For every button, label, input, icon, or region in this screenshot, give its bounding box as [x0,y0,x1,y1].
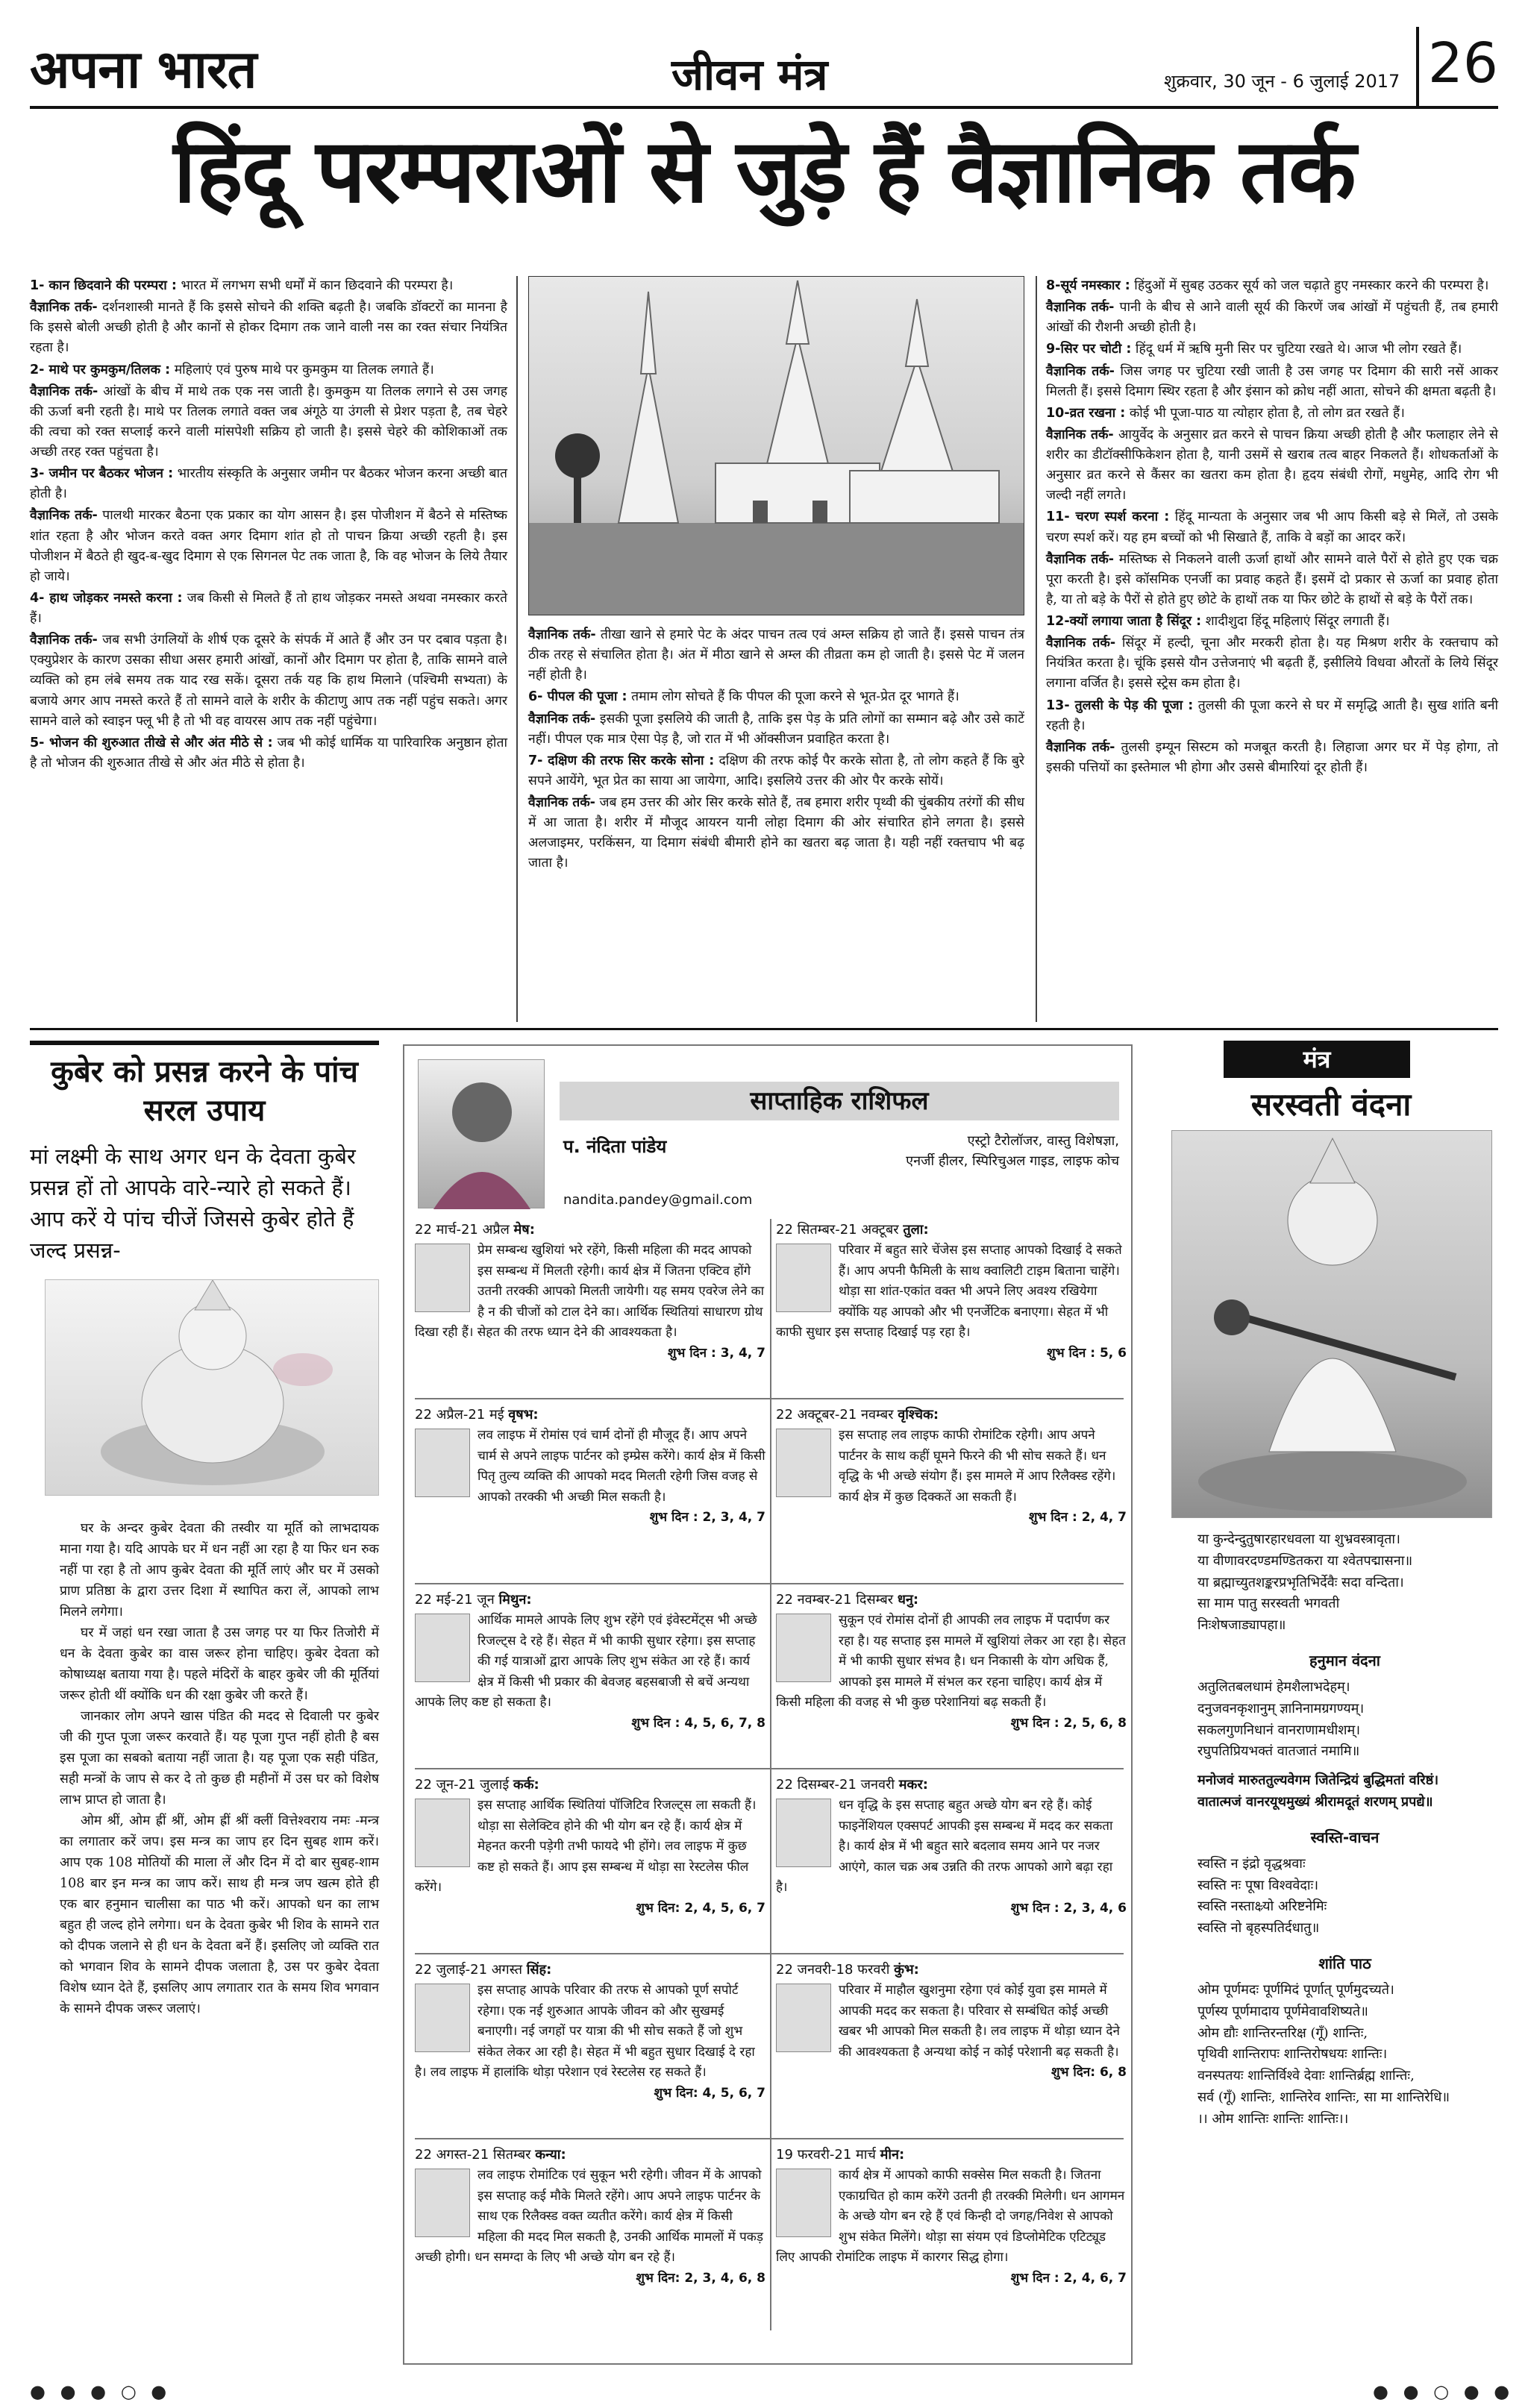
paragraph-text: जब सभी उंगलियों के शीर्ष एक दूसरे के संपर्क में आते हैं और उन पर दबाव पड़ता है। एक्युप्रेशर के कारण उसका सीधा असर हमारी आंखों, कानों और दिमाग पर होता है, ताकि सामने वाले व्यक्ति को हम लंबे समय तक याद रख सकें। दूसरा तर्क यह कि हाथ मिलाने (पश्चिमी सभ्यता) के बजाये अगर आप नमस्ते करते हैं तो सामने वाले के शरीर के कीटाणु आप तक नहीं पहुंच सकते। अगर सामने वाले को स्वाइन फ्लू भी है तो भी वह वायरस आप तक नहीं पहुंचेगा। [30,633,507,729]
verse-title: स्वस्ति-वाचन [1310,1828,1380,1846]
horoscope-sign [415,1959,765,2104]
zodiac-icon [776,2169,831,2237]
paragraph-text: जब किसी से मिलते हैं तो हाथ जोड़कर नमस्ते अथवा नमस्कार करते हैं। [30,590,507,626]
zodiac-icon [415,1429,470,1497]
verse-line: स्वस्ति न इंद्रो वृद्धश्रवाः [1197,1855,1306,1872]
horoscope-sign [776,1589,1127,1734]
article-paragraph [30,506,507,587]
paragraph-heading: 5- भोजन की शुरुआत तीखे से और अंत मीठे से : [30,735,273,750]
horoscope-sign [776,1219,1127,1364]
sign-divider [415,1583,1124,1584]
paragraph-heading: वैज्ञानिक तर्क- [1046,739,1115,755]
paragraph-text: कोई भी पूजा-पाठ या त्योहार होता है, तो लोग व्रत रखते हैं। [1129,405,1405,421]
paragraph-text: जिस जगह पर चुटिया रखी जाती है उस जगह पर दिमाग की सारी नसें आकर मिलती हैं। इससे दिमाग स्थिर रहता है और इंसान को क्रोध नहीं आता, सोचने की क्षमता बढ़ती है। [1046,363,1498,399]
footer-dots-right: ● ● ○ ● ● [1373,2381,1515,2402]
horoscope-sign [776,2144,1127,2289]
kuber-article [30,1041,379,2361]
article-paragraph [30,276,507,296]
sign-date-range: 22 मई-21 जून [415,1592,495,1608]
article-paragraph [1046,507,1498,548]
article-paragraph [1046,362,1498,402]
horoscope-sign [415,1589,765,1734]
sign-name: कन्या: [535,2147,566,2163]
mantra-title: सरस्वती वंदना [1250,1086,1412,1123]
sign-date-range: 22 जुलाई-21 अगस्त [415,1962,522,1978]
paragraph-heading: 6- पीपल की पूजा : [528,689,627,705]
author-role [851,1131,1119,1171]
sign-header [415,1774,765,1796]
verse-line [1197,1763,1492,1770]
sign-lucky-days: शुभ दिन : 4, 5, 6, 7, 8 [631,1715,765,1731]
article-paragraph [1046,696,1498,736]
paragraph-text: तुलसी की पूजा करने से घर में समृद्धि आती है। सुख शांति बनी रहती है। [1046,697,1498,733]
article-paragraph [30,589,507,629]
verse-line: मनोजवं मारुततुल्यवेगम जितेन्द्रियं बुद्धिमतां वरिष्ठं। [1197,1772,1439,1789]
sign-lucky-days: शुभ दिन: 6, 8 [1050,2065,1127,2081]
sign-date-range: 22 अक्टूबर-21 नवम्बर [776,1407,894,1423]
sign-lucky-days: शुभ दिन: 4, 5, 6, 7 [654,2085,765,2101]
verse-line: वनस्पतयः शान्तिर्विश्वे देवाः शान्तिर्ब्रह्म शान्तिः, [1197,2068,1415,2084]
article-paragraph [528,793,1024,874]
sign-header [776,1774,1127,1796]
sign-header [415,1589,765,1611]
paragraph-heading: वैज्ञानिक तर्क- [30,633,98,648]
paragraph-heading: 10-व्रत रखना : [1046,405,1126,421]
article-paragraph [30,360,507,380]
paragraph-text: इसकी पूजा इसलिये की जाती है, ताकि इस पेड़ के प्रति लोगों का सम्मान बढ़े और उसे काटें नहीं। पीपल एक मात्र ऐसा पेड़ है, जो रात में भी ऑक्सीजन प्रवाहित करता है। [528,711,1024,747]
sign-header [776,1589,1127,1611]
page-number: 26 [1416,27,1498,109]
paragraph-heading: 1- कान छिदवाने की परम्परा : [30,278,177,293]
paragraph-heading: 3- जमीन पर बैठकर भोजन : [30,466,174,482]
article-paragraph [1046,633,1498,694]
article-paragraph [30,298,507,358]
sign-name: कुंभ: [894,1962,919,1978]
sign-divider [415,2138,1124,2139]
sign-prediction: कार्य क्षेत्र में आपको काफी सक्सेस मिल सकती है। जितना एकाग्रचित हो काम करेंगे उतनी ही तरक्की मिलेगी। धन आगमन के अच्छे योग बन रहे हैं एवं किन्ही दो जगह/निवेश से आपको शुभ संकेत मिलेंगे। थोड़ा सा संयम एवं डिप्लोमेटिक एटिट्यूड लिए आपकी रोमांटिक लाइफ में कारगर सिद्ध होगा। [776,2168,1125,2266]
zodiac-icon [776,1614,831,1682]
sign-header [415,1404,765,1426]
sign-prediction: इस सप्ताह लव लाइफ काफी रोमांटिक रहेगी। आप अपने पार्टनर के साथ कहीं घूमने फिरने की भी सोच सकते हैं। धन वृद्धि के भी अच्छे संयोग हैं। इस मामले में आप रिलैक्स्ड रहेंगे। कार्य क्षेत्र में कुछ दिक्कतें आ सकती हैं। [839,1428,1116,1505]
paragraph-heading: वैज्ञानिक तर्क- [1046,636,1116,651]
author-photo [418,1059,545,1208]
horoscope-sign [415,2144,765,2289]
article-paragraph [1046,276,1498,296]
article-paragraph [1046,404,1498,424]
article-paragraph [30,382,507,463]
paragraph-heading: 4- हाथ जोड़कर नमस्ते करना : [30,590,183,606]
zodiac-icon [415,1799,470,1867]
sign-date-range: 19 फरवरी-21 मार्च [776,2147,876,2163]
paragraph-text: शादीशुदा हिंदू महिलाएं सिंदूर लगाती हैं। [1205,614,1390,629]
verse-line: पूर्णस्य पूर्णमादाय पूर्णमेवावशिष्यते॥ [1197,2003,1368,2019]
sign-header [415,1959,765,1981]
issue-date: शुक्रवार, 30 जून - 6 जुलाई 2017 [1164,71,1400,92]
paragraph-heading: वैज्ञानिक तर्क- [30,508,98,524]
verse-line: दनुजवनकृशानुम् ज्ञानिनामग्रगण्यम्। [1197,1700,1365,1716]
verse-line: स्वस्ति नो बृहस्पतिर्दधातु॥ [1197,1920,1320,1937]
horoscope-banner: साप्ताहिक राशिफल [560,1082,1119,1120]
verse-line: ।। ओम शान्तिः शान्तिः शान्तिः।। [1197,2110,1349,2127]
paragraph-text: हिंदू धर्म में ऋषि मुनी सिर पर चुटिया रखते थे। आज भी लोग रखते हैं। [1135,342,1462,357]
article-paragraph [1046,550,1498,610]
sign-lucky-days: शुभ दिन : 5, 6 [1047,1345,1127,1361]
paragraph-text: तमाम लोग सोचते हैं कि पीपल की पूजा करने से भूत-प्रेत दूर भागते हैं। [631,689,959,705]
sign-column-divider [770,1219,771,2330]
author-silhouette [419,1060,545,1209]
main-headline: हिंदू परम्पराओं से जुड़े हैं वैज्ञानिक तर्क [173,119,1355,222]
sign-lucky-days: शुभ दिन: 2, 3, 4, 6, 8 [636,2270,765,2286]
sign-header [776,1404,1127,1426]
verse-line: स्वस्ति नः पूषा विश्ववेदाः। [1197,1877,1319,1893]
kuber-paragraph: जानकार लोग अपने खास पंडित की मदद से दिवाली पर कुबेर जी की गुप्त पूजा जरूर करवाते हैं। यह पूजा गुप्त नहीं होती है बस इस पूजा का सबको बताया नहीं जाता है। यह पूजा एक सही पंडित, सही मन्त्रों के जाप से कर दे तो कुछ ही महीनों में उस घर को विशेष लाभ प्राप्त हो जाता है। [60,1709,379,1808]
sign-prediction: सुकून एवं रोमांस दोनों ही आपकी लव लाइफ में पदार्पण कर रहा है। यह सप्ताह इस मामले में खुशियां लेकर आ रहा है। सेहत में भी काफी सुधार संभव है। धन निकासी के योग अधिक हैं, आपको इस मामले में संभल कर रहना चाहिए। कार्य क्षेत्र में किसी महिला की वजह से भी कुछ परेशानियां बढ़ सकती हैं। [776,1613,1126,1711]
paragraph-heading: वैज्ञानिक तर्क- [528,711,596,727]
verse-block [1197,1649,1492,1813]
paragraph-heading: वैज्ञानिक तर्क- [528,627,596,642]
masthead [30,27,1498,109]
paragraph-heading: वैज्ञानिक तर्क- [1046,363,1115,379]
sign-header [776,1959,1127,1981]
paragraph-text: महिलाएं एवं पुरुष माथे पर कुमकुम या तिलक लगाते हैं। [174,362,434,377]
verse-line: निःशेषजाड्यापहा॥ [1197,1617,1286,1634]
sign-date-range: 22 नवम्बर-21 दिसम्बर [776,1592,894,1608]
kuber-intro: मां लक्ष्मी के साथ अगर धन के देवता कुबेर प्रसन्न हों तो आपके वारे-न्यारे हो सकते हैं। आप करें ये पांच चीजें जिससे कुबेर होते हैं जल्द प्रसन्न- [30,1144,356,1264]
saraswati-illustration [1172,1131,1493,1519]
sign-prediction: लव लाइफ में रोमांस एवं चार्म दोनों ही मौजूद हैं। आप अपने चार्म से अपने लाइफ पार्टनर को इम्प्रेस करेंगे। कार्य क्षेत्र में किसी पितृ तुल्य व्यक्ति की आपको मदद मिलती रहेगी जिस वजह से आपको तरक्की भी अच्छी मिल सकती है। [478,1428,765,1505]
paragraph-text: हिंदुओं में सुबह उठकर सूर्य को जल चढ़ाते हुए नमस्कार करने की परम्परा है। [1134,278,1489,293]
paragraph-text: भारतीय संस्कृति के अनुसार जमीन पर बैठकर भोजन करना अच्छी बात होती है। [30,466,507,502]
zodiac-icon [776,1244,831,1312]
paragraph-heading: वैज्ञानिक तर्क- [30,300,98,316]
kuber-idol-illustration [46,1280,380,1496]
sign-date-range: 22 अगस्त-21 सितम्बर [415,2147,531,2163]
article-paragraph [528,709,1024,750]
paragraph-text: भारत में लगभग सभी धर्मों में कान छिदवाने की परम्परा है। [181,278,454,293]
sign-prediction: लव लाइफ रोमांटिक एवं सुकून भरी रहेगी। जीवन में के आपको इस सप्ताह कई मौके मिलते रहेंगे। आप अपने लाइफ पार्टनर के साथ एक रिलैक्स्ड वक्त व्यतीत करेंगे। कार्य क्षेत्र में किसी महिला की मदद मिल सकती है, उनकी आर्थिक मामलों में पकड़ अच्छी होगी। धन समग्दा के लिए भी अच्छे योग बन रहे हैं। [415,2168,763,2266]
sign-lucky-days: शुभ दिन : 2, 4, 6, 7 [1010,2270,1127,2286]
sign-lucky-days: शुभ दिन : 2, 3, 4, 7 [649,1510,765,1526]
paragraph-heading: 12-क्यों लगाया जाता है सिंदूर : [1046,614,1202,629]
kuber-idol-photo [45,1279,379,1496]
article-column-2 [528,625,1024,876]
sign-header [415,1219,765,1241]
author-role-line: एस्ट्रो टैरोलॉजर, वास्तु विशेषज्ञा, [967,1133,1119,1149]
sign-name: तुला: [903,1222,929,1238]
kuber-title: कुबेर को प्रसन्न करने के पांच सरल उपाय [30,1041,379,1130]
paragraph-text: मस्तिष्क से निकलने वाली ऊर्जा हाथों और सामने वाले पैरों से होते हुए एक चक्र पूरा करती है। इसे कॉसमिक एनर्जी का प्रवाह कहते हैं। इसमें दो प्रकार से ऊर्जा का प्रवाह होता है, या तो बड़े के पैरों से होते हुए छोटे के हाथों तक या फिर छोटे के हाथों से बड़े के पैरों तक। [1046,551,1498,607]
paragraph-heading: 9-सिर पर चोटी : [1046,342,1132,357]
verse-line: ओम द्यौः शान्तिरन्तरिक्ष (गूँ) शान्तिः, [1197,2025,1368,2041]
kuber-body [30,1518,379,2019]
horoscope-sign [776,1959,1127,2084]
article-column-3 [1046,276,1498,780]
sign-name: मीन: [880,2147,905,2163]
verse-line: या कुन्देन्दुतुषारहारधवला या शुभ्रवस्त्रावृता। [1197,1531,1400,1547]
article-paragraph [1046,738,1498,778]
verse-line: ओम पूर्णमदः पूर्णमिदं पूर्णात् पूर्णमुदच्यते। [1197,1981,1394,1998]
article-paragraph [528,625,1024,686]
paragraph-heading: 8-सूर्य नमस्कार : [1046,278,1130,293]
paragraph-text: पालथी मारकर बैठना एक प्रकार का योग आसन है। इस पोजीशन में बैठने से मस्तिष्क शांत रहता है और भोजन करते वक्त अगर दिमाग शांत हो तो पाचन क्रिया अच्छी रहती है। इस पोजीशन में बैठते ही खुद-ब-खुद दिमाग से एक सिगनल पेट तक जाता है, कि वह भोजन के लिये तैयार हो जाये। [30,508,507,584]
zodiac-icon [415,1614,470,1682]
sign-prediction: परिवार में बहुत सारे चेंजेस इस सप्ताह आपको दिखाई दे सकते हैं। आप अपनी फैमिली के साथ क्वालिटी टाइम बिताना चाहेंगे। थोड़ा सा शांत-एकांत वक्त भी अपने लिए अवश्य रखियेगा क्योंकि यह आपको और भी एनर्जेटिक बनाएगा। सेहत में भी काफी सुधार इस सप्ताह दिखाई पड़ रहा है। [776,1243,1122,1341]
verse-line: सा माम पातु सरस्वती भगवती [1197,1596,1340,1612]
sign-name: कर्क: [513,1777,539,1793]
sign-name: धनु: [897,1592,919,1608]
mantra-section [1164,1041,1498,2361]
sign-prediction: आर्थिक मामले आपके लिए शुभ रहेंगे एवं इंवेस्टमेंट्स भी अच्छे रिजल्ट्स दे रहे हैं। सेहत में भी काफी सुधार रहेगा। इस सप्ताह की गई यात्राओं द्वारा आपके लिए शुभ संकेत आ रहे हैं। कार्य क्षेत्र में किसी भी प्रकार की बेवजह बहसबाजी से बचें अन्यथा आपके लिए कष्ट हो सकता है। [415,1613,757,1711]
paragraph-heading: 7- दक्षिण की तरफ सिर करके सोना : [528,753,715,768]
verse-title: शांति पाठ [1318,1954,1371,1972]
author-email[interactable]: nandita.pandey@gmail.com [563,1192,753,1208]
horoscope-sign [415,1219,765,1364]
temple-photo [528,276,1024,615]
article-column-1 [30,276,507,775]
mantra-verses [1197,1529,1492,2142]
sign-lucky-days: शुभ दिन : 2, 4, 7 [1028,1510,1127,1526]
column-divider [516,276,518,1022]
paragraph-text: दक्षिण की तरफ कोई पैर करके सोता है, तो लोग कहते हैं कि बुरे सपने आयेंगे, भूत प्रेत का साया आ जायेगा, आदि। इसलिये उत्तर की ओर पैर करके सोयें। [528,753,1024,788]
sign-name: वृषभ: [508,1407,539,1423]
sign-prediction: इस सप्ताह आर्थिक स्थितियां पॉजिटिव रिजल्ट्स ला सकती हैं। थोड़ा सा सेलेक्टिव होने की भी योग बन रहे हैं। कार्य क्षेत्र में मेहनत करनी पड़ेगी तभी फायदे भी होंगे। लव लाइफ में कुछ कष्ट हो सकते हैं। आप इस सम्बन्ध में थोड़ा सा रेस्टलेस फील करेंगे। [415,1798,757,1896]
kuber-paragraph: घर में जहां धन रखा जाता है उस जगह पर या फिर तिजोरी में धन के देवता कुबेर का वास जरूर होना चाहिए। कुबेर देवता को कोषाध्यक्ष बताया गया है। पहले मंदिरों के बाहर कुबेर जी की मूर्तियां जरूर होती थीं क्योंकि धन की रक्षा कुबेर जी करते हैं। [60,1625,379,1704]
sign-date-range: 22 सितम्बर-21 अक्टूबर [776,1222,899,1238]
sign-header [776,2144,1127,2166]
paragraph-text: हिंदू मान्यता के अनुसार जब भी आप किसी बड़े से मिलें, तो उसके चरण स्पर्श करें। यह हम बच्चों को भी सिखाते हैं, ताकि वे बड़ों का आदर करें। [1046,509,1498,545]
verse-line: सकलगुणनिधानं वानराणामधीशम्। [1197,1722,1361,1738]
sign-prediction: परिवार में माहौल खुशनुमा रहेगा एवं कोई युवा इस मामले में आपकी मदद कर सकता है। परिवार से सम्बंधित कोई अच्छी खबर भी आपको मिल सकती है। लव लाइफ में थोड़ा ध्यान देने की आवश्यकता है अन्यथा कोई न कोई परेशानी बढ़ सकती है। [839,1983,1120,2060]
verse-line: रघुपतिप्रियभक्तं वातजातं नमामि॥ [1197,1743,1360,1760]
sign-date-range: 22 जून-21 जुलाई [415,1777,510,1793]
mantra-tag: मंत्र [1224,1041,1410,1078]
sign-lucky-days: शुभ दिन : 2, 5, 6, 8 [1010,1715,1127,1731]
verse-block [1197,1951,1492,2130]
verse-line: सर्व (गूँ) शान्तिः, शान्तिरेव शान्तिः, सा मा शान्तिरेधि॥ [1197,2089,1450,2105]
verse-line: पृथिवी शान्तिरापः शान्तिरोषधयः शान्तिः। [1197,2046,1388,2063]
article-paragraph [30,630,507,732]
sign-divider [415,1398,1124,1399]
verse-line: वातात्मजं वानरयूथमुख्यं श्रीरामदूतं शरणम् प्रपद्ये॥ [1197,1793,1433,1810]
verse-line: अतुलितबलधामं हेमशैलाभदेहम्। [1197,1678,1350,1695]
paragraph-heading: वैज्ञानिक तर्क- [1046,551,1115,567]
paragraph-heading: वैज्ञानिक तर्क- [1046,300,1115,316]
kuber-paragraph: ओम श्रीं, ओम ह्रीं श्रीं, ओम ह्रीं श्रीं क्लीं वित्तेश्वराय नमः -मन्त्र का लगातार करें जप। इस मन्त्र का जाप हर दिन सुबह शाम करें। आप एक 108 मोतियों की माला लें और दिन में दो बार सुबह-शाम 108 बार इन मन्त्र का जाप करें। साथ ही मन्त्र जप खत्म होते ही एक बार हनुमान चालीसा का पाठ भी करें। आपको धन का लाभ बहुत ही जल्द होने लगेगा। धन के देवता कुबेर भी शिव के सामने रात को दीपक जलाने से ही धन के देवता बनें हैं। इसलिए जो व्यक्ति रात को भगवान शिव के सामने दीपक जलाता है, उस पर कुबेर देवता विशेष ध्यान देते हैं, इसलिए आप लगातार रात के समय शिव भगवान के सामने दीपक जरूर जलाएं। [60,1813,379,2017]
paragraph-heading: 13- तुलसी के पेड़ की पूजा : [1046,697,1194,713]
paragraph-text: जब भी कोई धार्मिक या पारिवारिक अनुष्ठान होता है तो भोजन की शुरुआत तीखे से और अंत मीठे से होता है। [30,735,507,771]
sign-name: मिथुन: [498,1592,532,1608]
sign-divider [415,1768,1124,1769]
zodiac-icon [776,1429,831,1497]
article-paragraph [1046,339,1498,360]
paragraph-heading: 11- चरण स्पर्श करना : [1046,509,1170,525]
paragraph-text: तुलसी इम्यून सिस्टम को मजबूत करती है। लिहाजा अगर घर में पेड़ होगा, तो इसकी पत्तियों का इस्तेमाल भी होगा और उससे बीमारियां दूर होती हैं। [1046,739,1498,775]
section-title: जीवन मंत्र [671,49,828,100]
sign-date-range: 22 दिसम्बर-21 जनवरी [776,1777,895,1793]
horoscope-sign [415,1404,765,1528]
sign-name: सिंह: [526,1962,552,1978]
kuber-paragraph: घर के अन्दर कुबेर देवता की तस्वीर या मूर्ति को लाभदायक माना गया है। यदि आपके घर में धन नहीं आ रहा है या फिर धन रुक नहीं पा रहा है तो आप कुबेर देवता की मूर्ति लाएं और घर में उसको प्राण प्रतिष्ठा के द्वारा उत्तर दिशा में स्थापित करा लें, आपको लाभ मिलने लगेगा। [60,1521,379,1620]
zodiac-icon [415,1244,470,1312]
paragraph-heading: वैज्ञानिक तर्क- [1046,427,1114,442]
article-paragraph [528,751,1024,791]
verse-line: स्वस्ति नस्ताक्ष्र्यो अरिष्टनेमिः [1197,1899,1327,1915]
paragraph-text: जब हम उत्तर की ओर सिर करके सोते हैं, तब हमारा शरीर पृथ्वी की चुंबकीय तरंगों की सीध में आ जाता है। शरीर में मौजूद आयरन यानी लोहा दिमाग की ओर संचारित होने लगता है। इससे अलजाइमर, परकिंसन, या दिमाग संबंधी बीमारी होने का खतरा बढ़ जाता है। यही नहीं रक्तचाप भी बढ़ जाता है। [528,795,1025,871]
horoscope-sign [415,1774,765,1919]
zodiac-icon [776,1984,831,2052]
sign-prediction: प्रेम सम्बन्ध खुशियां भरे रहेंगे, किसी महिला की मदद आपको इस सम्बन्ध में मिलती रहेगी। कार्य क्षेत्र में जितना एक्टिव होंगे उतनी तरक्की आपको मिलती जायेगी। यह समय एवरेज लेने का है न की चीजों को टाल देने का। आर्थिक स्थितियां साधारण ग्रोथ दिखा रही हैं। सेहत की तरफ ध्यान देने की आवश्यकता है। [415,1243,765,1341]
horoscope-sign [776,1774,1127,1919]
verse-block [1197,1529,1492,1637]
sign-date-range: 22 जनवरी-18 फरवरी [776,1962,890,1978]
sign-prediction: इस सप्ताह आपके परिवार की तरफ से आपको पूर्ण सपोर्ट रहेगा। एक नई शुरुआत आपके जीवन को और सुखमई बनाएगी। नई जगहों पर यात्रा की भी सोच सकते हैं जो शुभ संकेत लेकर आ रही है। सेहत में भी बहुत सुधार दिखाई दे रहा है। लव लाइफ में हालांकि थोड़ा परेशान एवं रेस्टलेस रह सकते हैं। [415,1983,755,2081]
article-paragraph [1046,425,1498,507]
sign-lucky-days: शुभ दिन : 3, 4, 7 [667,1345,765,1361]
weekly-horoscope [403,1044,1133,2365]
sign-name: मकर: [898,1777,928,1793]
article-paragraph [30,733,507,774]
author-name: प. नंदिता पांडेय [563,1136,667,1157]
sign-lucky-days: शुभ दिन : 2, 3, 4, 6 [1010,1900,1127,1916]
verse-line: या ब्रह्माच्युतशङ्करप्रभृतिभिर्देवैः सदा वन्दिता। [1197,1574,1404,1590]
sign-date-range: 22 मार्च-21 अप्रैल [415,1222,510,1238]
zodiac-icon [415,1984,470,2052]
verse-block [1197,1825,1492,1940]
verse-line: या वीणावरदण्डमण्डितकरा या श्वेतपद्मासना॥ [1197,1552,1413,1569]
sign-name: वृश्चिक: [898,1407,939,1423]
paragraph-text: सिंदूर में हल्दी, चूना और मरकरी होता है। यह मिश्रण शरीर के रक्तचाप को नियंत्रित करता है। चूंकि इससे यौन उत्तेजनाएं भी बढ़ती हैं, इसीलिये विधवा औरतों के लिये सिंदूर लगाना वर्जित है। इससे स्ट्रेस कम होता है। [1046,636,1498,692]
zodiac-icon [776,1799,831,1867]
sign-lucky-days: शुभ दिन: 2, 4, 5, 6, 7 [636,1900,765,1916]
pagoda-illustration [529,277,1024,615]
sign-date-range: 22 अप्रैल-21 मई [415,1407,504,1423]
section-divider [30,1028,1498,1030]
article-paragraph [30,464,507,504]
paragraph-text: तीखा खाने से हमारे पेट के अंदर पाचन तत्व एवं अम्ल सक्रिय हो जाते हैं। इससे पाचन तंत्र ठीक तरह से संचालित होता है। अंत में मीठा खाने से अम्ल की तीव्रता कम हो जाती है। इससे पेट में जलन नहीं होती है। [528,627,1024,683]
article-paragraph [1046,612,1498,632]
saraswati-image [1171,1130,1492,1518]
zodiac-icon [415,2169,470,2237]
paragraph-text: पानी के बीच से आने वाली सूर्य की किरणें जब आंखों में पहुंचती हैं, तब हमारी आंखों की रौशनी अच्छी होती है। [1046,300,1499,336]
sign-header [776,1219,1127,1241]
verse-title: हनुमान वंदना [1309,1651,1380,1669]
article-paragraph [528,687,1024,707]
paragraph-heading: वैज्ञानिक तर्क- [30,383,98,399]
sign-name: मेष: [513,1222,535,1238]
paragraph-heading: 2- माथे पर कुमकुम/तिलक : [30,362,171,377]
sign-header [415,2144,765,2166]
paragraph-text: आयुर्वेद के अनुसार व्रत करने से पाचन क्रिया अच्छी होती है और फलाहार लेने से शरीर का डीटॉक्सीफिकेशन होता है, यानी उसमें से खराब तत्व बाहर निकलते हैं। शोधकर्ताओं के अनुसार व्रत करने से कैंसर का खतरा कम होता है। हृदय संबंधी रोगों, मधुमेह, आदि रोग भी जल्दी नहीं लगते। [1046,427,1498,504]
sign-divider [415,1953,1124,1954]
brand-logo: अपना भारत [30,39,257,100]
paragraph-heading: वैज्ञानिक तर्क- [528,795,595,810]
article-paragraph [1046,298,1498,338]
paragraph-text: आंखों के बीच में माथे तक एक नस जाती है। कुमकुम या तिलक लगाने से उस जगह की ऊर्जा बनी रहती है। माथे पर तिलक लगाते वक्त जब अंगूठे या उंगली से प्रेशर पड़ता है, तब चेहरे की त्वचा को रक्त सप्लाई करने वाली मांसपेशी सक्रिय हो जाती है। इससे चेहरे की कोशिकाओं तक अच्छी तरह रक्त पहुंचता है। [30,383,507,460]
sign-prediction: धन वृद्धि के इस सप्ताह बहुत अच्छे योग बन रहे हैं। कोई फाइनेंशियल एक्सपर्ट आपकी इस सम्बन्ध में मदद कर सकता है। कार्य क्षेत्र में भी बहुत सारे बदलाव समय आने पर नजर आएंगे, काल चक्र अब उन्नति की तरफ आपको आगे बढ़ा रहा है। [776,1798,1113,1896]
column-divider [1036,276,1037,1022]
horoscope-sign [776,1404,1127,1528]
author-role-line: एनर्जी हीलर, स्पिरिचुअल गाइड, लाइफ कोच [906,1153,1119,1169]
horoscope-header [418,1059,1119,1208]
paragraph-text: दर्शनशास्त्री मानते हैं कि इससे सोचने की शक्ति बढ़ती है। जबकि डॉक्टरों का मानना है कि इससे बोली अच्छी होती है और कानों से होकर दिमाग तक जाने वाली नस का रक्त संचार नियंत्रित रहता है। [30,300,507,356]
footer-dots-left: ● ● ● ○ ● [30,2381,172,2402]
